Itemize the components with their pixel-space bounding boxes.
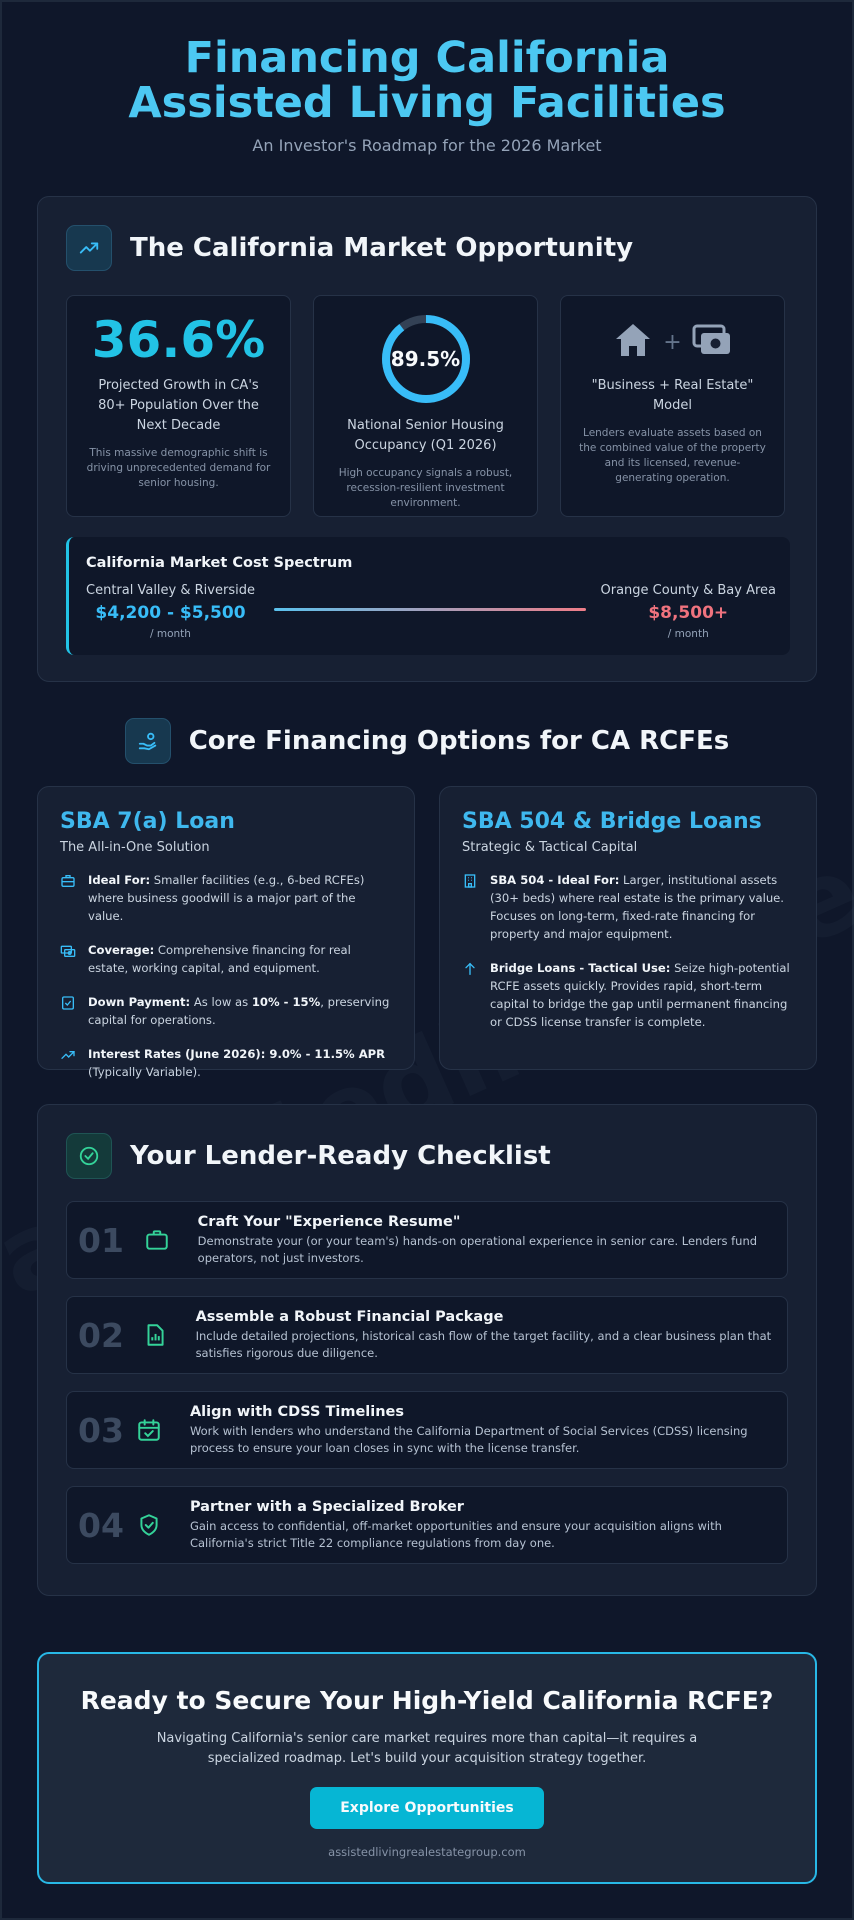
building-icon — [462, 871, 490, 893]
sba-7a-subtitle: The All-in-One Solution — [60, 840, 210, 855]
arrow-up-icon — [462, 959, 490, 981]
loan-item-coverage: Coverage: Comprehensive financing for real estate, working capital, and equipment. — [60, 941, 392, 977]
step-title: Partner with a Specialized Broker — [189, 1498, 464, 1515]
sba-504-subtitle: Strategic & Tactical Capital — [462, 840, 638, 855]
occupancy-value: 89.5% — [390, 347, 461, 371]
model-desc: Lenders evaluate assets based on the combined value of the property and its licensed, revenue-generating operation. — [579, 427, 766, 484]
home-icon — [613, 321, 653, 363]
high-cost-region: Orange County & Bay Area — [600, 583, 776, 598]
core-section-title: Core Financing Options for CA RCFEs — [188, 726, 730, 756]
explore-opportunities-button[interactable]: Explore Opportunities — [310, 1787, 544, 1829]
sba-7a-title: SBA 7(a) Loan — [60, 809, 235, 834]
check-circle-icon — [66, 1133, 112, 1179]
website-link[interactable]: assistedlivingrealestategroup.com — [328, 1845, 526, 1859]
sba-504-title: SBA 504 & Bridge Loans — [462, 809, 762, 834]
cash-icon — [60, 941, 88, 963]
plus-sign: + — [663, 329, 682, 355]
sba-504-card — [439, 786, 817, 1070]
low-cost-unit: / month — [149, 628, 191, 640]
receipt-icon — [60, 993, 88, 1015]
step-number: 01 — [78, 1220, 124, 1260]
market-opportunity-section — [37, 196, 817, 682]
step-desc: Work with lenders who understand the California Department of Social Services (CDSS) licensing process to ensure your loan closes in sync with the license transfer. — [189, 1423, 748, 1455]
cta-section — [37, 1652, 817, 1884]
spectrum-gradient-line — [274, 608, 586, 611]
market-section-title: The California Market Opportunity — [130, 233, 634, 263]
checklist-step — [66, 1486, 788, 1564]
cost-spectrum — [66, 537, 790, 655]
growth-stat-card — [66, 295, 291, 517]
checklist-section — [37, 1104, 817, 1596]
step-desc: Include detailed projections, historical cash flow of the target facility, and a clear business plan that satisfies rigorous due diligence. — [195, 1328, 772, 1360]
model-label: "Business + Real Estate" Model — [591, 378, 754, 413]
high-cost-unit: / month — [667, 628, 709, 640]
step-number: 04 — [78, 1505, 124, 1545]
step-title: Craft Your "Experience Resume" — [197, 1213, 461, 1230]
loan-item-sba-504: SBA 504 - Ideal For: Larger, institutional assets (30+ beds) where real estate is the primary value. Focuses on long-term, fixed-rate financing for property and major equipment. — [462, 871, 794, 943]
spectrum-title: California Market Cost Spectrum — [86, 555, 353, 571]
growth-label: Projected Growth in CA's 80+ Population Over the Next Decade — [98, 378, 259, 433]
page-subtitle: An Investor's Roadmap for the 2026 Market — [252, 136, 602, 155]
core-financing-header — [0, 718, 854, 764]
briefcase-icon — [60, 871, 88, 893]
briefcase-icon — [132, 1227, 182, 1253]
step-number: 02 — [78, 1315, 124, 1355]
cta-title: Ready to Secure Your High-Yield California RCFE? — [80, 1686, 774, 1715]
trending-up-icon — [66, 225, 112, 271]
growth-desc: This massive demographic shift is driving unprecedented demand for senior housing. — [86, 447, 271, 489]
cta-text: Navigating California's senior care market requires more than capital—it requires a specialized roadmap. Let's build your acquisition strategy together. — [156, 1731, 698, 1766]
page-title: Financing California Assisted Living Facilities — [128, 33, 726, 128]
loan-item-down-payment: Down Payment: As low as 10% - 15%, preserving capital for operations. — [60, 993, 392, 1029]
step-desc: Gain access to confidential, off-market opportunities and ensure your acquisition aligns with California's strict Title 22 compliance regulations from day one. — [189, 1518, 722, 1550]
step-title: Assemble a Robust Financial Package — [195, 1308, 504, 1325]
step-title: Align with CDSS Timelines — [189, 1403, 405, 1420]
hand-coins-icon — [125, 718, 171, 764]
occupancy-label: National Senior Housing Occupancy (Q1 2026) — [347, 418, 504, 453]
loan-item-ideal-for: Ideal For: Smaller facilities (e.g., 6-bed RCFEs) where business goodwill is a major part of the value. — [60, 871, 392, 925]
loan-item-interest-rates: Interest Rates (June 2026): 9.0% - 11.5% APR (Typically Variable). — [60, 1045, 392, 1081]
calendar-check-icon — [124, 1417, 174, 1443]
model-stat-card — [560, 295, 785, 517]
step-desc: Demonstrate your (or your team's) hands-on operational experience in senior care. Lenders fund operators, not just investors. — [197, 1233, 758, 1265]
checklist-step — [66, 1391, 788, 1469]
low-cost-price: $4,200 - $5,500 — [95, 603, 246, 623]
shield-check-icon — [124, 1512, 174, 1538]
checklist-section-title: Your Lender-Ready Checklist — [130, 1141, 551, 1171]
loan-item-bridge-loans: Bridge Loans - Tactical Use: Seize high-potential RCFE assets quickly. Provides rapid, short-term capital to bridge the gap until permanent financing or CDSS license transfer is complete. — [462, 959, 794, 1031]
high-cost-price: $8,500+ — [648, 603, 729, 623]
checklist-step — [66, 1201, 788, 1279]
money-icon — [692, 323, 732, 361]
trending-up-icon — [60, 1045, 88, 1067]
file-chart-icon — [130, 1322, 180, 1348]
sba-7a-card — [37, 786, 415, 1079]
low-cost-region: Central Valley & Riverside — [86, 583, 255, 598]
occupancy-desc: High occupancy signals a robust, recession-resilient investment environment. — [338, 467, 513, 509]
growth-value: 36.6% — [91, 311, 266, 369]
checklist-step — [66, 1296, 788, 1374]
step-number: 03 — [78, 1410, 124, 1450]
occupancy-donut — [379, 312, 473, 406]
occupancy-stat-card — [313, 295, 538, 517]
